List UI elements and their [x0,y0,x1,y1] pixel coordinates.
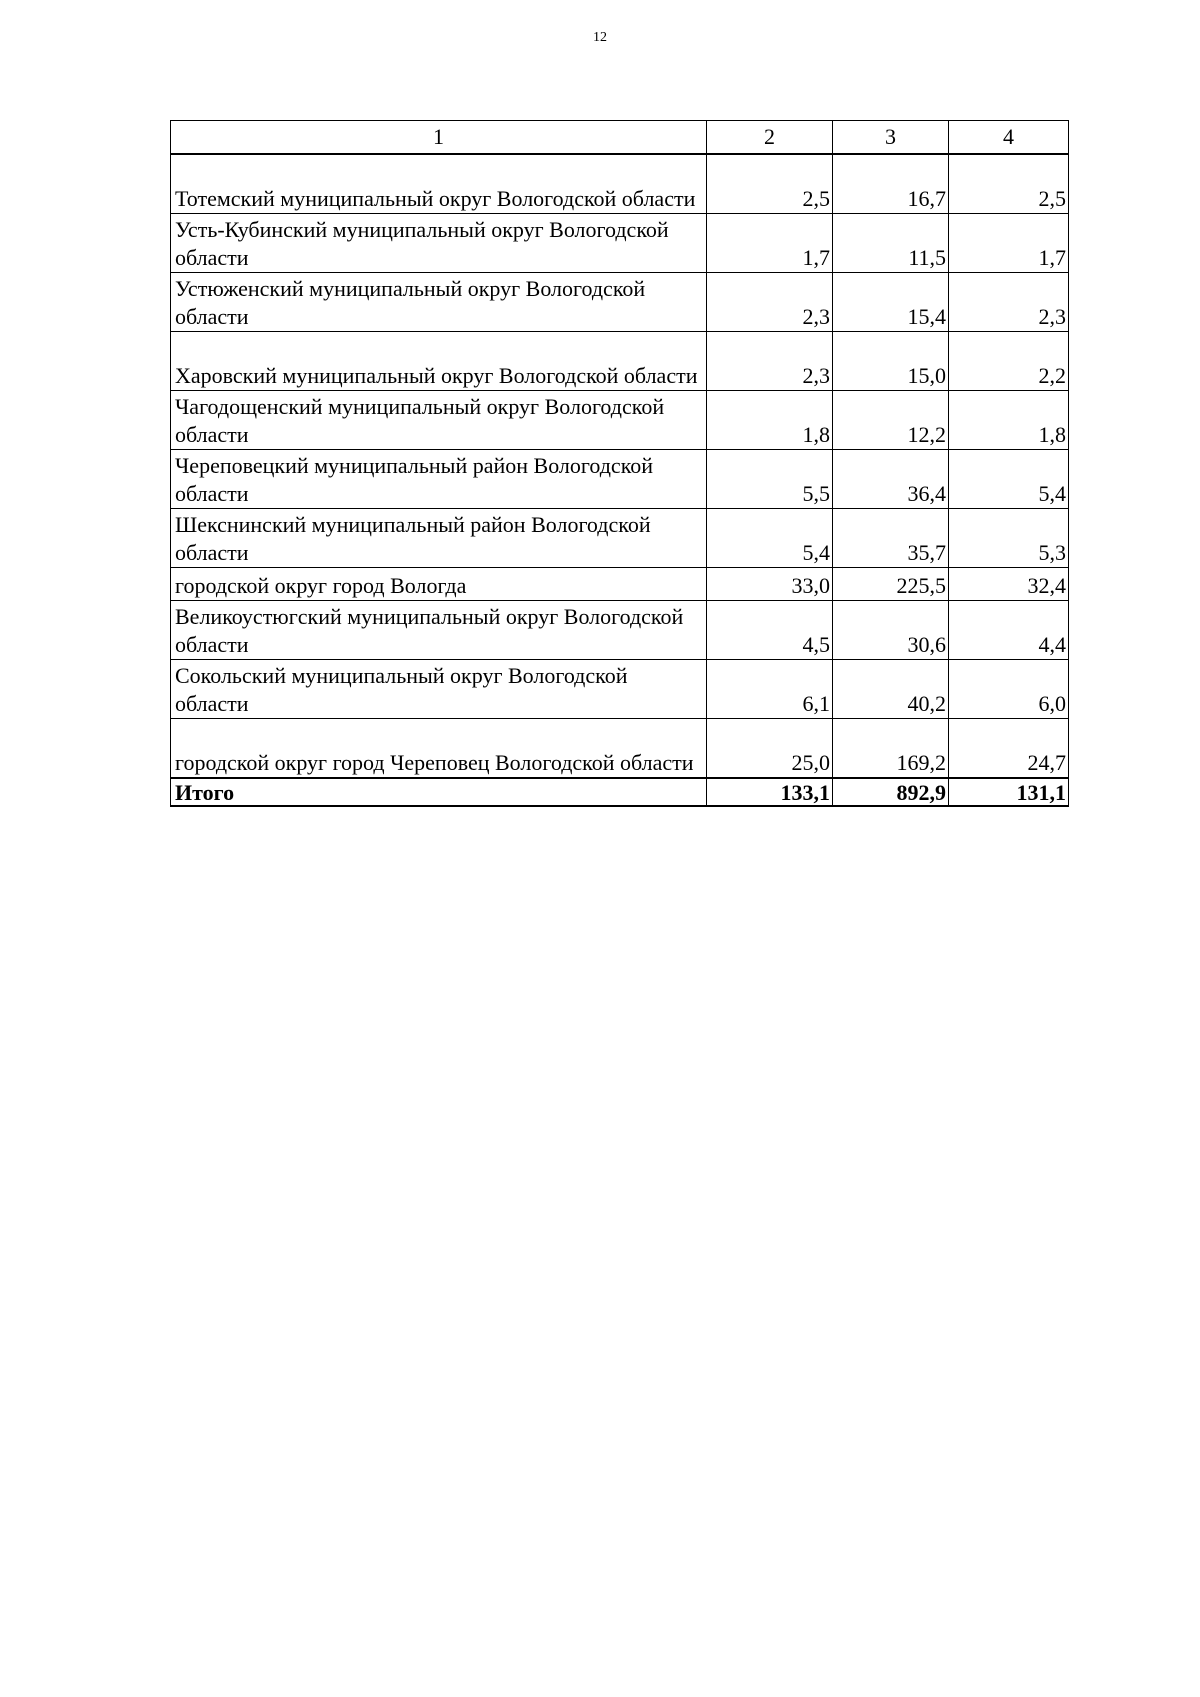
row-name: Шекснинский муниципальный район Вологодской области [171,509,707,568]
row-value-4: 2,3 [949,273,1069,332]
row-name: Харовский муниципальный округ Вологодской области [171,332,707,391]
row-value-2: 5,5 [707,450,833,509]
row-value-3: 15,0 [833,332,949,391]
row-value-4: 5,4 [949,450,1069,509]
header-cell-1: 1 [171,121,707,155]
header-cell-3: 3 [833,121,949,155]
row-name: Тотемский муниципальный округ Вологодской области [171,154,707,214]
total-label: Итого [171,778,707,806]
row-name: городской округ город Вологда [171,568,707,601]
row-name: Великоустюгский муниципальный округ Вологодской области [171,601,707,660]
table-row [171,391,1069,450]
row-value-4: 4,4 [949,601,1069,660]
row-value-3: 35,7 [833,509,949,568]
row-value-3: 11,5 [833,214,949,273]
row-value-2: 6,1 [707,660,833,719]
header-row [171,121,1069,155]
header-cell-4: 4 [949,121,1069,155]
row-value-3: 12,2 [833,391,949,450]
row-value-3: 16,7 [833,154,949,214]
row-value-3: 30,6 [833,601,949,660]
row-value-3: 40,2 [833,660,949,719]
table-row [171,450,1069,509]
row-value-2: 33,0 [707,568,833,601]
row-name: Устюженский муниципальный округ Вологодской области [171,273,707,332]
row-value-4: 24,7 [949,719,1069,779]
row-value-3: 15,4 [833,273,949,332]
table-row [171,568,1069,601]
row-value-2: 1,8 [707,391,833,450]
row-value-2: 5,4 [707,509,833,568]
table-row [171,719,1069,779]
row-value-4: 6,0 [949,660,1069,719]
table-row [171,660,1069,719]
page-number: 12 [593,30,607,45]
table-row [171,332,1069,391]
row-value-2: 25,0 [707,719,833,779]
row-name: Усть-Кубинский муниципальный округ Вологодской области [171,214,707,273]
row-value-4: 1,7 [949,214,1069,273]
row-name: городской округ город Череповец Вологодской области [171,719,707,779]
row-value-3: 36,4 [833,450,949,509]
row-value-4: 2,5 [949,154,1069,214]
header-cell-2: 2 [707,121,833,155]
total-value-4: 131,1 [949,778,1069,806]
table-row [171,214,1069,273]
total-value-3: 892,9 [833,778,949,806]
row-value-4: 2,2 [949,332,1069,391]
row-value-2: 2,5 [707,154,833,214]
row-value-4: 1,8 [949,391,1069,450]
table-row [171,509,1069,568]
row-name: Чагодощенский муниципальный округ Вологодской области [171,391,707,450]
row-value-3: 225,5 [833,568,949,601]
row-value-4: 32,4 [949,568,1069,601]
row-name: Череповецкий муниципальный район Вологодской области [171,450,707,509]
total-value-2: 133,1 [707,778,833,806]
data-table [170,120,1069,807]
row-value-2: 2,3 [707,332,833,391]
table-row [171,601,1069,660]
total-row [171,778,1069,806]
row-name: Сокольский муниципальный округ Вологодской области [171,660,707,719]
row-value-2: 1,7 [707,214,833,273]
row-value-4: 5,3 [949,509,1069,568]
table-row [171,273,1069,332]
table-row [171,154,1069,214]
row-value-3: 169,2 [833,719,949,779]
row-value-2: 4,5 [707,601,833,660]
row-value-2: 2,3 [707,273,833,332]
